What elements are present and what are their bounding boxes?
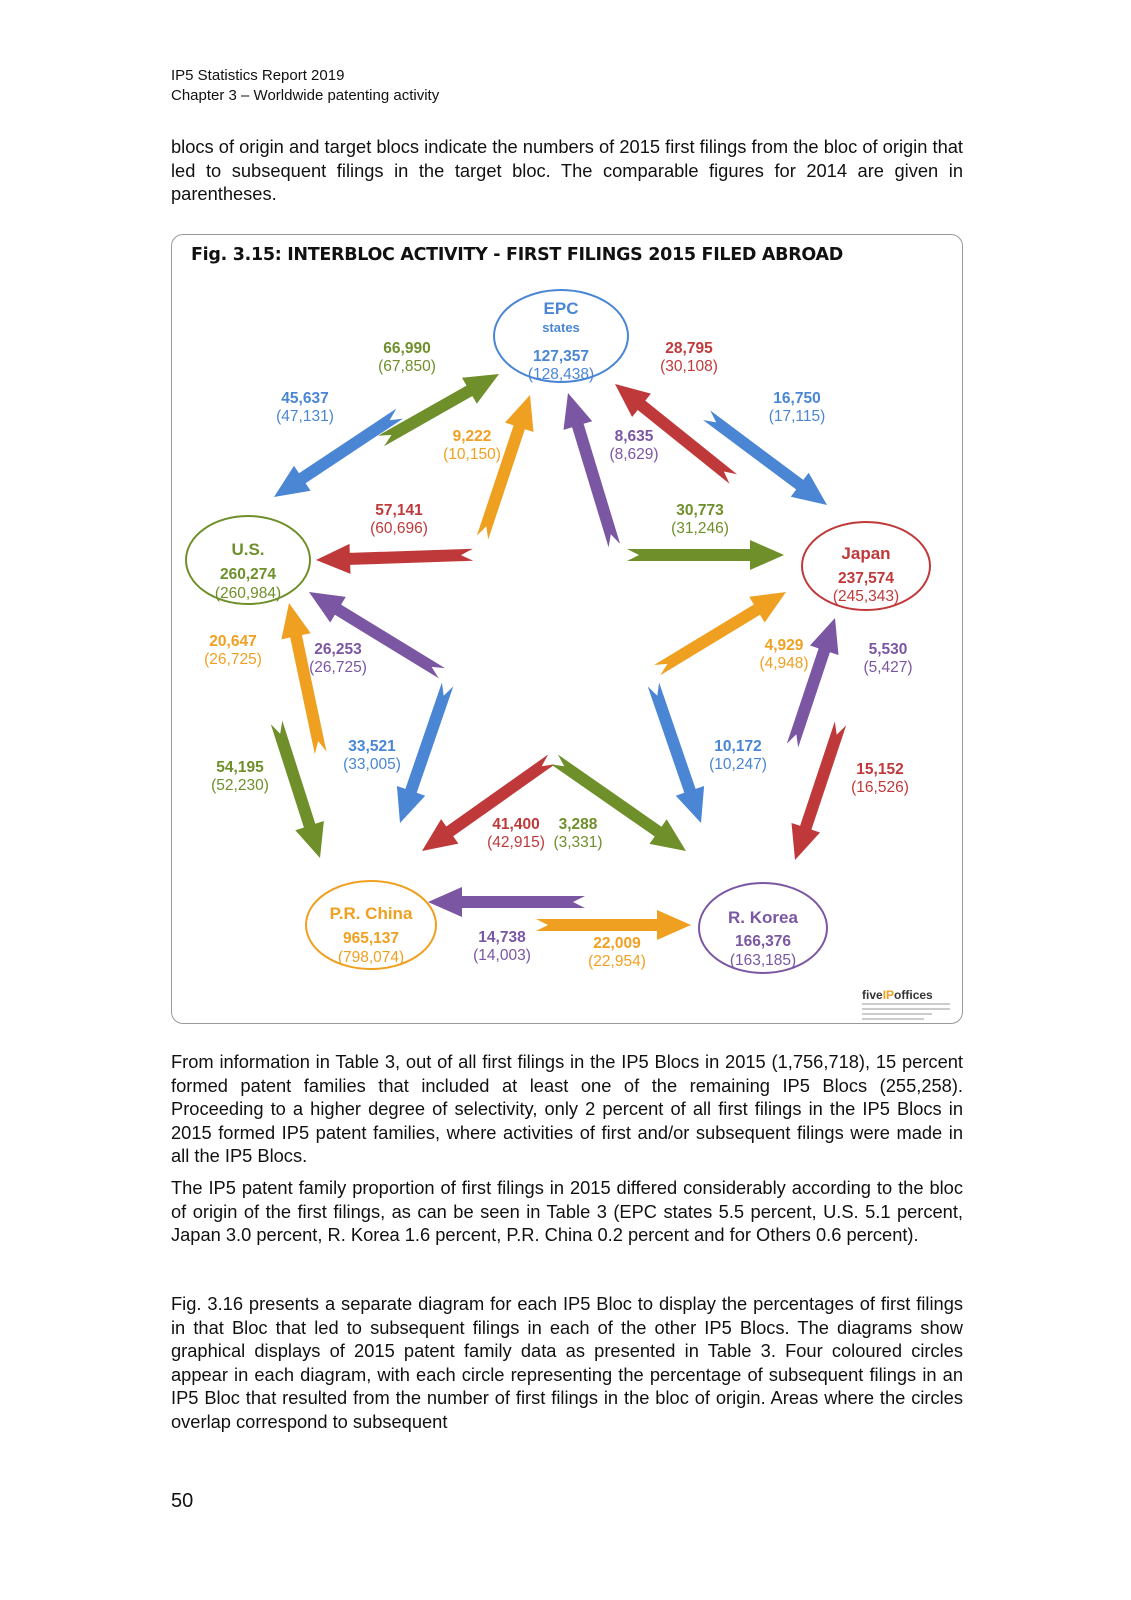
bloc-prev-epc: (128,438) [527, 366, 595, 383]
bloc-name-japan: Japan [841, 544, 891, 563]
bloc-value-china: 965,137 [342, 930, 400, 947]
flow-label-epc-to-us [276, 390, 334, 425]
flow-value: 41,400 [492, 816, 540, 833]
flow-value: 54,195 [216, 759, 264, 776]
flow-label-japan-to-china [487, 816, 545, 851]
flow-value: 20,647 [209, 633, 257, 650]
arrow-us-to-japan [627, 540, 784, 570]
flow-value: 33,521 [348, 738, 396, 755]
flow-label-us-to-korea [553, 816, 602, 851]
flow-value: 26,253 [314, 641, 362, 658]
flow-value: 22,009 [593, 935, 641, 952]
header-report-title: IP5 Statistics Report 2019 [171, 67, 345, 84]
bloc-value-japan: 237,574 [837, 570, 895, 587]
flow-label-epc-to-china [343, 738, 401, 773]
flow-prev-value: (14,003) [473, 947, 531, 964]
bloc-value-epc: 127,357 [532, 348, 590, 365]
flow-prev-value: (10,247) [709, 756, 767, 773]
flow-label-japan-to-us [370, 502, 428, 537]
flow-prev-value: (67,850) [378, 358, 436, 375]
flow-value: 30,773 [676, 502, 724, 519]
flow-value: 14,738 [478, 929, 526, 946]
flow-label-japan-to-epc [660, 340, 718, 375]
page-number: 50 [171, 1490, 194, 1512]
flow-value: 9,222 [452, 428, 492, 445]
flow-prev-value: (8,629) [609, 446, 659, 463]
flow-label-korea-to-us [309, 641, 367, 676]
flow-prev-value: (3,331) [553, 834, 603, 851]
flow-value: 3,288 [558, 816, 598, 833]
bloc-prev-us: (260,984) [214, 585, 282, 602]
flow-prev-value: (17,115) [768, 408, 826, 425]
flow-label-china-to-korea [588, 935, 646, 970]
flow-label-us-to-epc [378, 340, 436, 375]
arrow-epc-to-china [397, 683, 453, 824]
flow-prev-value: (47,131) [276, 408, 334, 425]
flow-value: 8,635 [614, 428, 654, 445]
flow-prev-value: (31,246) [671, 520, 729, 537]
bloc-name-china: P.R. China [329, 904, 413, 923]
flow-prev-value: (30,108) [660, 358, 718, 375]
flow-value: 28,795 [665, 340, 713, 357]
flow-prev-value: (4,948) [759, 655, 809, 672]
header-chapter-title: Chapter 3 – Worldwide patenting activity [171, 87, 440, 104]
bloc-value-us: 260,274 [219, 566, 277, 583]
flow-prev-value: (52,230) [211, 777, 269, 794]
flow-prev-value: (26,725) [204, 651, 262, 668]
flow-prev-value: (42,915) [487, 834, 545, 851]
intro-paragraph: blocs of origin and target blocs indicate the numbers of 2015 first filings from the bloc of origin that led to subsequent filings in the target bloc. The comparable figures for 2014 are given in parentheses. [171, 136, 963, 205]
flow-label-japan-to-korea [851, 761, 909, 796]
flow-label-epc-to-korea [709, 738, 767, 773]
flow-label-china-to-japan [759, 637, 808, 672]
bloc-node-epc [494, 290, 628, 383]
flow-prev-value: (5,427) [863, 659, 913, 676]
flow-prev-value: (22,954) [588, 953, 646, 970]
bloc-node-korea [699, 883, 827, 973]
flow-value: 16,750 [773, 390, 821, 407]
arrow-korea-to-china [428, 887, 585, 917]
flow-value: 10,172 [714, 738, 762, 755]
bloc-node-japan [802, 522, 930, 610]
flow-prev-value: (10,150) [443, 446, 501, 463]
bloc-prev-japan: (245,343) [832, 588, 900, 605]
logo-text-ip: IP [882, 988, 895, 1002]
bloc-name-us: U.S. [231, 540, 265, 559]
paragraph-1: From information in Table 3, out of all first filings in the IP5 Blocs in 2015 (1,756,718), 15 percent formed patent families that included at least one of the remaining IP5 Blocs (255,258). Proceeding to a higher degree of selectivity, only 2 percent of all first filings in the IP5 Blocs in 2015 formed IP5 patent families, where activities of first and/or subsequent filings were made in all the IP5 Blocs. [171, 1051, 963, 1167]
logo-text-five: five [862, 988, 883, 1002]
flow-label-us-to-china [211, 759, 269, 794]
paragraph-2: The IP5 patent family proportion of first filings in 2015 differed considerably according to the bloc of origin of the first filings, as can be seen in Table 3 (EPC states 5.5 percent, U.S. 5.1 percent, Japan 3.0 percent, R. Korea 1.6 percent, P.R. China 0.2 percent and for Others 0.6 percent). [171, 1177, 963, 1246]
flow-prev-value: (16,526) [851, 779, 909, 796]
bloc-sub-epc: states [542, 320, 580, 335]
flow-labels [204, 340, 912, 970]
bloc-name-korea: R. Korea [728, 908, 798, 927]
flow-prev-value: (33,005) [343, 756, 401, 773]
flow-label-korea-to-japan [863, 641, 912, 676]
paragraph-3: Fig. 3.16 presents a separate diagram for each IP5 Bloc to display the percentages of first filings in that Bloc that led to subsequent filings in each of the other IP5 Blocs. The diagrams show graphical displays of 2015 patent family data as presented in Table 3. Four coloured circles appear in each diagram, with each circle representing the percentage of subsequent filings in an IP5 Bloc that resulted from the number of first filings in the bloc of origin. Areas where the circles overlap correspond to subsequent [171, 1293, 963, 1432]
bloc-node-us [186, 516, 310, 604]
flow-prev-value: (26,725) [309, 659, 367, 676]
bloc-node-china [306, 881, 436, 969]
bloc-prev-korea: (163,185) [729, 952, 797, 969]
flow-value: 66,990 [383, 340, 431, 357]
logo-text-offices: offices [894, 988, 933, 1002]
arrow-japan-to-us [316, 544, 473, 574]
figure-title: Fig. 3.15: INTERBLOC ACTIVITY - FIRST FILINGS 2015 FILED ABROAD [191, 245, 843, 265]
fiveipoffices-logo [862, 988, 933, 1002]
bloc-value-korea: 166,376 [734, 933, 792, 950]
arrow-korea-to-epc [564, 393, 621, 547]
flow-label-china-to-epc [443, 428, 501, 463]
flow-label-korea-to-epc [609, 428, 658, 463]
flow-label-korea-to-china [473, 929, 531, 964]
logo-fine-print [862, 1003, 950, 1023]
flow-value: 4,929 [764, 637, 804, 654]
flow-prev-value: (60,696) [370, 520, 428, 537]
arrow-china-to-us [281, 603, 326, 754]
bloc-prev-china: (798,074) [337, 949, 405, 966]
flow-value: 5,530 [868, 641, 908, 658]
flow-label-epc-to-japan [769, 390, 826, 425]
bloc-name-epc: EPC [543, 299, 579, 318]
arrow-china-to-epc [477, 395, 534, 540]
flow-label-us-to-japan [671, 502, 729, 537]
flow-label-china-to-us [204, 633, 262, 668]
arrow-epc-to-korea [648, 683, 704, 824]
flow-value: 57,141 [375, 502, 423, 519]
flow-value: 45,637 [281, 390, 329, 407]
flow-value: 15,152 [856, 761, 904, 778]
